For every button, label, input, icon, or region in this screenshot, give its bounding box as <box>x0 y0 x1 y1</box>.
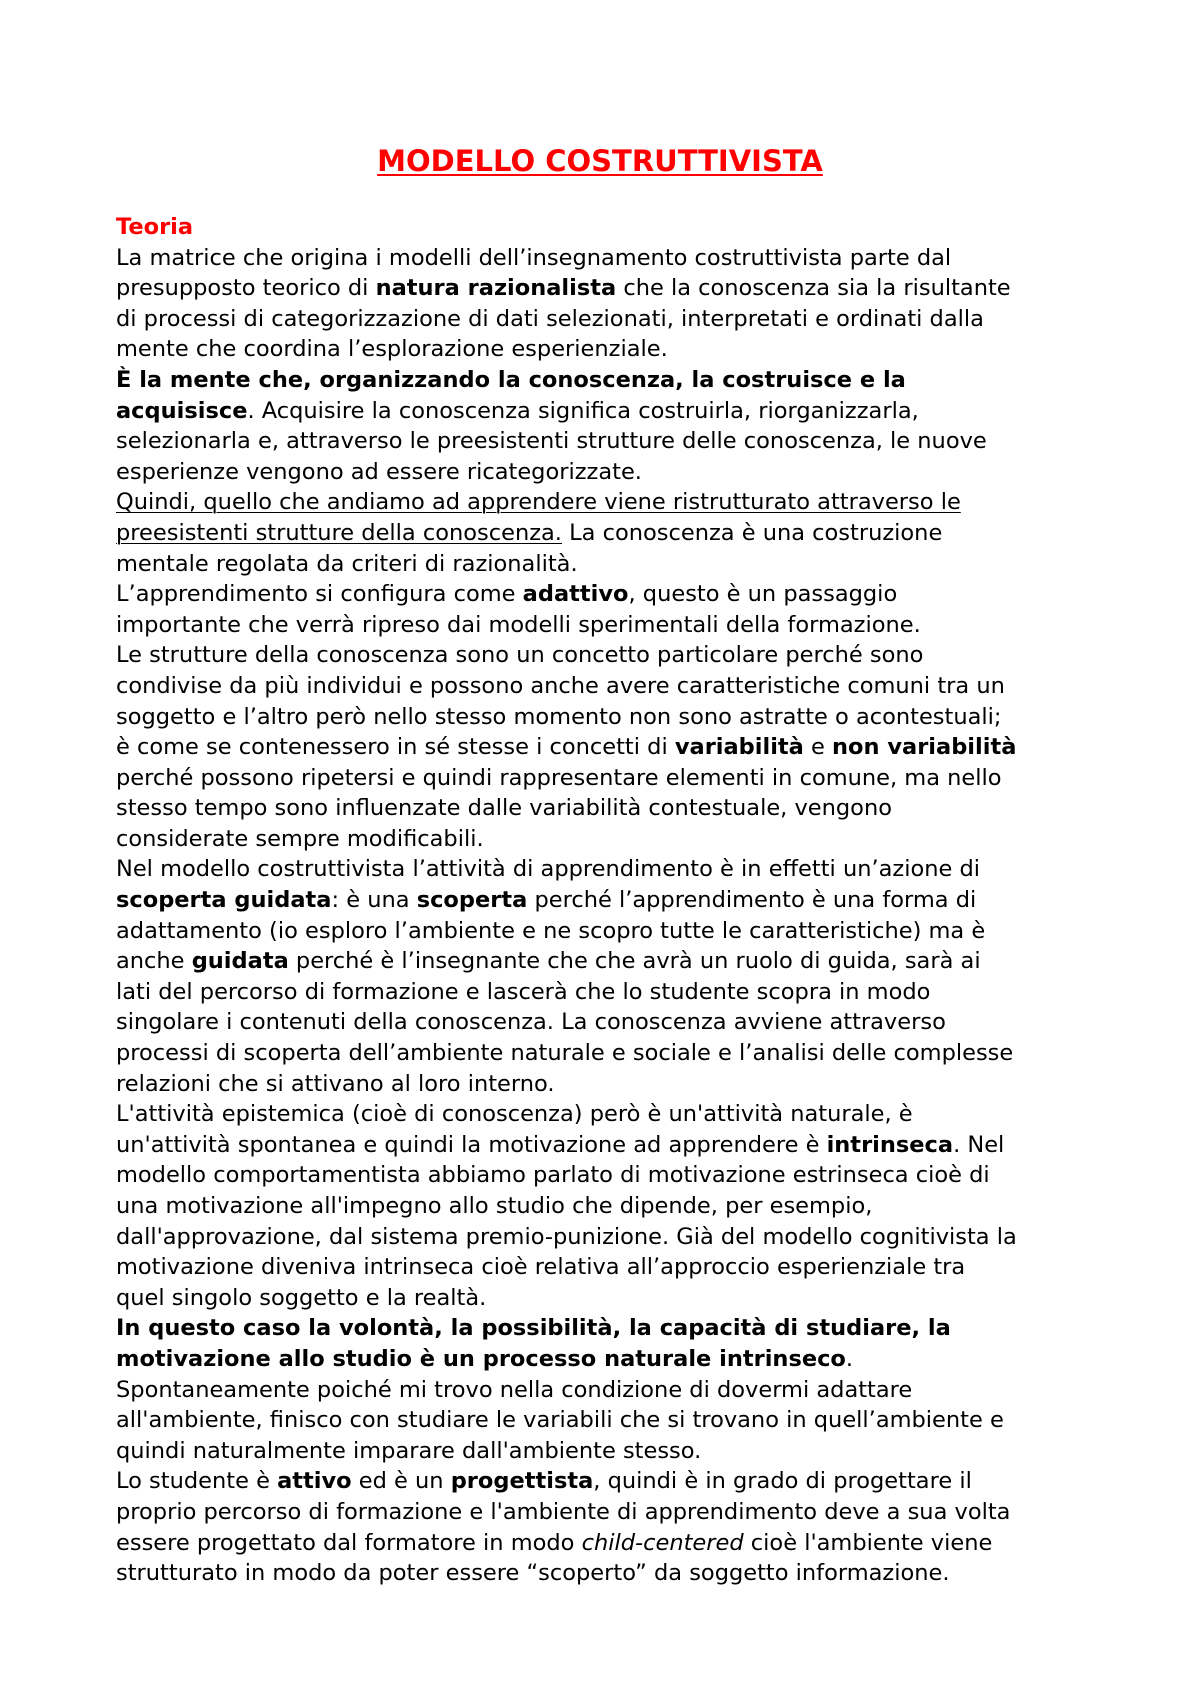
bold-text: non variabilità <box>832 734 1017 761</box>
text-run: cioè l'ambiente viene <box>743 1529 993 1556</box>
text-run: quel singolo soggetto e la realtà. <box>116 1284 487 1311</box>
text-run: quindi naturalmente imparare dall'ambiente stesso. <box>116 1437 702 1464</box>
text-line <box>116 824 1116 855</box>
document-body <box>116 212 1116 1589</box>
text-line <box>116 365 1116 396</box>
text-run: motivazione diveniva intrinseca cioè relativa all’approccio esperienziale tra <box>116 1254 966 1281</box>
bold-text: scoperta guidata <box>116 887 332 914</box>
text-run: modello comportamentista abbiamo parlato di motivazione estrinseca cioè di <box>116 1162 990 1189</box>
text-line <box>116 243 1116 274</box>
text-line <box>116 1313 1116 1344</box>
text-line <box>116 1222 1116 1253</box>
bold-text: In questo caso la volontà, la possibilità, la capacità di studiare, la <box>116 1315 951 1342</box>
text-line <box>116 304 1116 335</box>
bold-text: È la mente che, organizzando la conoscenza, la costruisce e la <box>116 366 906 393</box>
text-line <box>116 916 1116 947</box>
text-run: La conoscenza è una costruzione <box>561 519 943 546</box>
bold-text: motivazione allo studio è un processo naturale intrinseco <box>116 1345 846 1372</box>
bold-text: intrinseca <box>826 1131 954 1158</box>
text-run: e <box>803 734 833 761</box>
text-line <box>116 1252 1116 1283</box>
text-line <box>116 1497 1116 1528</box>
text-run: presupposto teorico di <box>116 275 376 302</box>
text-run: singolare i contenuti della conoscenza. La conoscenza avviene attraverso <box>116 1009 946 1036</box>
bold-text: adattivo <box>522 581 629 608</box>
text-line <box>116 1405 1116 1436</box>
text-run: . Acquisire la conoscenza significa costruirla, riorganizzarla, <box>247 397 919 424</box>
text-run: esperienze vengono ad essere ricategorizzate. <box>116 458 642 485</box>
text-run: relazioni che si attivano al loro interno. <box>116 1070 555 1097</box>
italic-text: child-centered <box>581 1529 744 1556</box>
text-run: all'ambiente, finisco con studiare le variabili che si trovano in quell’ambiente e <box>116 1407 1004 1434</box>
text-line <box>116 1130 1116 1161</box>
text-line <box>116 1191 1116 1222</box>
text-line <box>116 1436 1116 1467</box>
bold-text: attivo <box>277 1468 352 1495</box>
text-run: essere progettato dal formatore in modo <box>116 1529 582 1556</box>
text-line <box>116 702 1116 733</box>
text-run: anche <box>116 948 192 975</box>
bold-text: acquisisce <box>116 397 248 424</box>
text-run: lati del percorso di formazione e lascerà che lo studente scopra in modo <box>116 978 931 1005</box>
text-run: . Nel <box>953 1131 1005 1158</box>
text-line <box>116 1528 1116 1559</box>
text-run: , questo è un passaggio <box>628 581 898 608</box>
underlined-text: Quindi, quello che andiamo ad apprendere viene ristrutturato attraverso le <box>116 489 961 516</box>
text-run: mente che coordina l’esplorazione esperienziale. <box>116 336 668 363</box>
text-run: processi di scoperta dell’ambiente naturale e sociale e l’analisi delle complesse <box>116 1040 1014 1067</box>
text-line <box>116 1558 1116 1589</box>
text-run: perché possono ripetersi e quindi rappresentare elementi in comune, ma nello <box>116 764 1002 791</box>
text-run: perché è l’insegnante che che avrà un ruolo di guida, sarà ai <box>288 948 981 975</box>
text-run: Le strutture della conoscenza sono un concetto particolare perché sono <box>116 642 924 669</box>
text-line <box>116 273 1116 304</box>
text-run: adattamento (io esploro l’ambiente e ne scopro tutte le caratteristiche) ma è <box>116 917 986 944</box>
text-run: proprio percorso di formazione e l'ambiente di apprendimento deve a sua volta <box>116 1498 1011 1525</box>
text-line <box>116 732 1116 763</box>
text-run: Nel modello costruttivista l’attività di apprendimento è in effetti un’azione di <box>116 856 981 883</box>
text-run: . <box>845 1345 854 1372</box>
text-run: L'attività epistemica (cioè di conoscenza) però è un'attività naturale, è <box>116 1101 913 1128</box>
text-run: di processi di categorizzazione di dati selezionati, interpretati e ordinati dalla <box>116 305 984 332</box>
text-line <box>116 549 1116 580</box>
bold-text: variabilità <box>674 734 804 761</box>
text-line <box>116 1007 1116 1038</box>
page-title: MODELLO COSTRUTTIVISTA <box>377 144 823 178</box>
text-run: Spontaneamente poiché mi trovo nella condizione di dovermi adattare <box>116 1376 913 1403</box>
text-line <box>116 1466 1116 1497</box>
text-line <box>116 946 1116 977</box>
text-run: mentale regolata da criteri di razionalità. <box>116 550 578 577</box>
underlined-text: preesistenti strutture della conoscenza. <box>116 519 562 546</box>
text-run: condivise da più individui e possono anche avere caratteristiche comuni tra un <box>116 672 1005 699</box>
text-line <box>116 1160 1116 1191</box>
text-line <box>116 854 1116 885</box>
text-line <box>116 977 1116 1008</box>
text-run: è come se contenessero in sé stesse i concetti di <box>116 734 675 761</box>
text-run: importante che verrà ripreso dai modelli sperimentali della formazione. <box>116 611 921 638</box>
text-line <box>116 1099 1116 1130</box>
text-line <box>116 457 1116 488</box>
section-heading: Teoria <box>116 214 194 240</box>
text-line <box>116 610 1116 641</box>
bold-text: progettista <box>450 1468 594 1495</box>
text-run: : è una <box>331 887 417 914</box>
text-run: selezionarla e, attraverso le preesistenti strutture delle conoscenza, le nuove <box>116 428 987 455</box>
text-run: strutturato in modo da poter essere “scoperto” da soggetto informazione. <box>116 1560 950 1587</box>
text-line <box>116 1344 1116 1375</box>
text-run: una motivazione all'impegno allo studio che dipende, per esempio, <box>116 1193 873 1219</box>
text-line <box>116 426 1116 457</box>
text-line <box>116 1038 1116 1069</box>
bold-text: scoperta <box>416 887 528 914</box>
text-line <box>116 793 1116 824</box>
text-run: dall'approvazione, dal sistema premio-punizione. Già del modello cognitivista la <box>116 1223 1017 1250</box>
bold-text: natura razionalista <box>375 275 617 302</box>
paragraph-lines <box>116 243 1116 1589</box>
text-run: stesso tempo sono influenzate dalle variabilità contestuale, vengono <box>116 795 892 822</box>
text-run: Lo studente è <box>116 1468 278 1495</box>
text-line <box>116 763 1116 794</box>
text-line <box>116 640 1116 671</box>
text-line <box>116 518 1116 549</box>
text-line <box>116 487 1116 518</box>
text-line <box>116 1375 1116 1406</box>
text-run: soggetto e l’altro però nello stesso momento non sono astratte o acontestuali; <box>116 703 1002 730</box>
text-run: perché l’apprendimento è una forma di <box>527 887 977 914</box>
text-line <box>116 1283 1116 1314</box>
text-run: La matrice che origina i modelli dell’insegnamento costruttivista parte dal <box>116 244 952 271</box>
text-line <box>116 334 1116 365</box>
text-line <box>116 1069 1116 1100</box>
text-line <box>116 579 1116 610</box>
text-line <box>116 671 1116 702</box>
text-run: , quindi è in grado di progettare il <box>593 1468 972 1495</box>
text-run: ed è un <box>351 1468 451 1495</box>
text-run: un'attività spontanea e quindi la motivazione ad apprendere è <box>116 1131 827 1158</box>
bold-text: guidata <box>191 948 289 975</box>
text-run: che la conoscenza sia la risultante <box>616 275 1011 302</box>
text-run: considerate sempre modificabili. <box>116 825 484 852</box>
text-line <box>116 885 1116 916</box>
text-line <box>116 396 1116 427</box>
text-run: L’apprendimento si configura come <box>116 581 523 608</box>
